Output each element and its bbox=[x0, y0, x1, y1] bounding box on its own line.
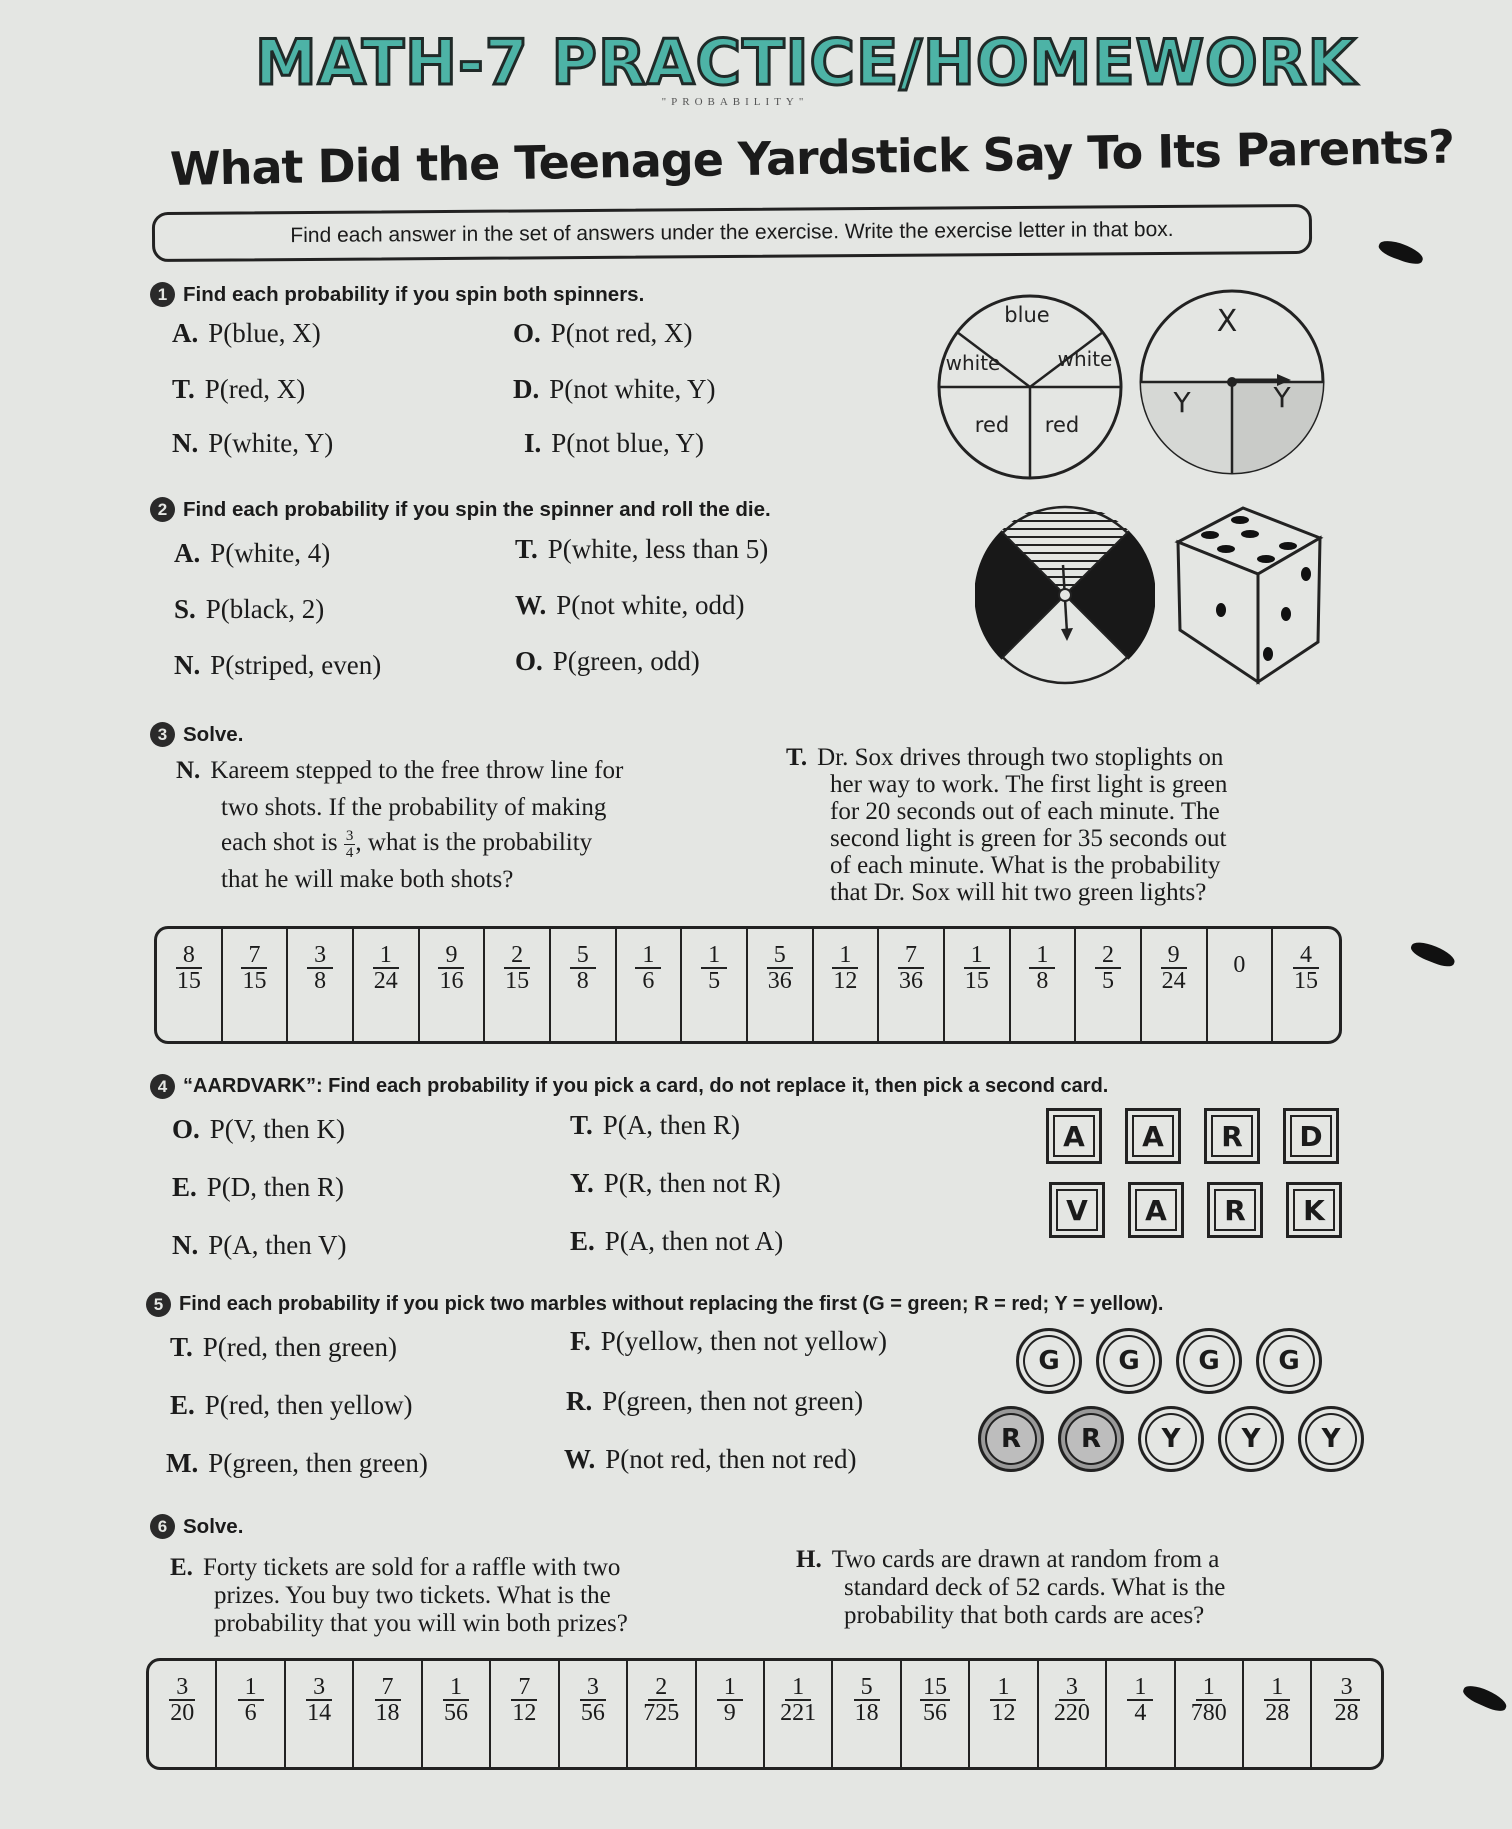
section-3-heading bbox=[150, 722, 243, 747]
answer-box[interactable] bbox=[902, 1661, 970, 1767]
exercise-4T: T. P(A, then R) bbox=[570, 1110, 741, 1140]
fraction-numerator: 7 bbox=[898, 943, 924, 969]
fraction-denominator: 15 bbox=[1293, 968, 1318, 994]
answer-box[interactable] bbox=[1273, 929, 1339, 1041]
fraction-numerator: 1 bbox=[635, 943, 661, 969]
spinner-striped-black bbox=[975, 505, 1155, 685]
fraction-denominator: 56 bbox=[443, 1700, 468, 1726]
answer-box[interactable] bbox=[560, 1661, 628, 1767]
section-number: 5 bbox=[146, 1292, 171, 1317]
answer-box[interactable] bbox=[748, 929, 814, 1041]
problem-6H: H. Two cards are drawn at random from a standard deck of 52 cards. What is the probability that both cards are aces? bbox=[796, 1546, 1226, 1629]
spinner-label-red-right: red bbox=[1044, 413, 1080, 437]
fraction-denominator: 5 bbox=[1102, 968, 1115, 994]
fraction-denominator: 8 bbox=[576, 968, 589, 994]
letter-card: A bbox=[1128, 1182, 1184, 1238]
exercise-4E: E. P(D, then R) bbox=[172, 1172, 345, 1202]
fraction-numerator: 3 bbox=[169, 1675, 195, 1701]
fraction-denominator: 56 bbox=[923, 1700, 948, 1726]
fraction-denominator: 6 bbox=[642, 968, 655, 994]
answer-box[interactable] bbox=[1076, 929, 1142, 1041]
fraction-denominator: 15 bbox=[505, 968, 530, 994]
binder-mark bbox=[1409, 938, 1458, 970]
fraction-numerator: 1 bbox=[701, 943, 727, 969]
answer-box[interactable] bbox=[491, 1661, 559, 1767]
instructions-box bbox=[152, 204, 1312, 262]
exercise-5T: T. P(red, then green) bbox=[170, 1332, 397, 1362]
fraction-numerator: 1 bbox=[373, 943, 399, 969]
section-number: 4 bbox=[150, 1074, 175, 1099]
fraction-denominator: 9 bbox=[723, 1700, 736, 1726]
answer-box[interactable] bbox=[1107, 1661, 1175, 1767]
fraction-numerator: 2 bbox=[504, 943, 530, 969]
exercise-5W: W. P(not red, then not red) bbox=[564, 1444, 857, 1474]
worksheet-banner: MATH-7 PRACTICE/HOMEWORK bbox=[255, 26, 1357, 99]
fraction-numerator: 1 bbox=[717, 1675, 743, 1701]
fraction-numerator: 5 bbox=[767, 943, 793, 969]
letter-card: R bbox=[1204, 1108, 1260, 1164]
exercise-2T: T. P(white, less than 5) bbox=[515, 534, 769, 564]
answer-box[interactable] bbox=[1176, 1661, 1244, 1767]
spinner-label-blue: blue bbox=[1004, 303, 1050, 327]
fraction-denominator: 15 bbox=[242, 968, 267, 994]
letter-card: K bbox=[1286, 1182, 1342, 1238]
section-number: 6 bbox=[150, 1514, 175, 1539]
fraction-denominator: 6 bbox=[244, 1700, 257, 1726]
answer-strip-section-6 bbox=[146, 1658, 1384, 1770]
fraction-numerator: 1 bbox=[1029, 943, 1055, 969]
topic-label: "PROBABILITY" bbox=[661, 96, 809, 108]
exercise-2W: W. P(not white, odd) bbox=[515, 590, 745, 620]
section-heading-text: Find each probability if you spin both spinners. bbox=[183, 282, 645, 306]
letter-card: D bbox=[1283, 1108, 1339, 1164]
spinner-label-y-left: Y bbox=[1173, 386, 1191, 419]
answer-box[interactable] bbox=[485, 929, 551, 1041]
answer-box[interactable] bbox=[945, 929, 1011, 1041]
fraction-denominator: 18 bbox=[854, 1700, 879, 1726]
exercise-5M: M. P(green, then green) bbox=[166, 1448, 428, 1478]
marble: Y bbox=[1138, 1406, 1204, 1472]
section-6-heading bbox=[150, 1514, 243, 1539]
spinner-colors bbox=[935, 292, 1125, 482]
marbles-row-1 bbox=[1016, 1328, 1322, 1394]
answer-box[interactable] bbox=[286, 1661, 354, 1767]
answer-box[interactable] bbox=[354, 929, 420, 1041]
fraction-denominator: 56 bbox=[580, 1700, 605, 1726]
letter-cards-row-1 bbox=[1046, 1108, 1339, 1164]
fraction-numerator: 9 bbox=[1161, 943, 1187, 969]
fraction-numerator: 1 bbox=[785, 1675, 811, 1701]
fraction-denominator: 221 bbox=[780, 1700, 817, 1726]
answer-box[interactable] bbox=[1039, 1661, 1107, 1767]
marble: R bbox=[978, 1406, 1044, 1472]
answer-box[interactable] bbox=[149, 1661, 217, 1767]
fraction-numerator: 5 bbox=[854, 1675, 880, 1701]
exercise-1I: I. P(not blue, Y) bbox=[524, 428, 704, 458]
answer-box[interactable] bbox=[423, 1661, 491, 1767]
exercise-2A: A. P(white, 4) bbox=[174, 538, 331, 568]
spinner-label-y-right: Y bbox=[1273, 381, 1291, 414]
exercise-2S: S. P(black, 2) bbox=[174, 594, 325, 624]
fraction-numerator: 1 bbox=[964, 943, 990, 969]
exercise-4O: O. P(V, then K) bbox=[172, 1114, 346, 1144]
fraction-numerator: 15 bbox=[920, 1675, 950, 1701]
answer-box[interactable] bbox=[697, 1661, 765, 1767]
fraction-numerator: 1 bbox=[1196, 1675, 1222, 1701]
marbles-row-2 bbox=[978, 1406, 1364, 1472]
letter-card: A bbox=[1125, 1108, 1181, 1164]
marble: G bbox=[1096, 1328, 1162, 1394]
fraction-denominator: 12 bbox=[991, 1700, 1016, 1726]
binder-mark bbox=[1461, 1681, 1510, 1714]
fraction-denominator: 36 bbox=[767, 968, 792, 994]
fraction-denominator: 8 bbox=[1036, 968, 1049, 994]
section-5-heading bbox=[146, 1292, 1163, 1317]
fraction-numerator: 5 bbox=[570, 943, 596, 969]
section-heading-text: Solve. bbox=[183, 722, 244, 746]
letter-card: A bbox=[1046, 1108, 1102, 1164]
exercise-5R: R. P(green, then not green) bbox=[566, 1386, 864, 1416]
fraction-denominator: 15 bbox=[176, 968, 201, 994]
fraction-numerator: 8 bbox=[176, 943, 202, 969]
fraction-numerator: 1 bbox=[832, 943, 858, 969]
answer-box[interactable] bbox=[420, 929, 486, 1041]
section-heading-text: Find each probability if you pick two marbles without replacing the first (G = green; R = red; Y = yellow). bbox=[179, 1293, 1164, 1315]
fraction-numerator: 3 bbox=[306, 1675, 332, 1701]
answer-box[interactable] bbox=[1312, 1661, 1380, 1767]
marble: R bbox=[1058, 1406, 1124, 1472]
spinner-label-white-left: white bbox=[945, 351, 1001, 375]
fraction-denominator: 4 bbox=[1134, 1700, 1147, 1726]
answer-box[interactable] bbox=[288, 929, 354, 1041]
exercise-1T: T. P(red, X) bbox=[172, 374, 306, 404]
answer-box[interactable] bbox=[682, 929, 748, 1041]
fraction-denominator: 14 bbox=[307, 1700, 332, 1726]
spinner-xy bbox=[1137, 287, 1327, 477]
section-heading-text: Find each probability if you spin the spinner and roll the die. bbox=[183, 497, 771, 521]
answer-box[interactable] bbox=[628, 1661, 696, 1767]
fraction-numerator: 3 bbox=[580, 1675, 606, 1701]
fraction-denominator: 725 bbox=[643, 1700, 680, 1726]
letter-cards-row-2 bbox=[1049, 1182, 1342, 1238]
answer-box[interactable] bbox=[617, 929, 683, 1041]
section-4-heading bbox=[150, 1074, 1108, 1099]
answer-box[interactable] bbox=[1208, 929, 1274, 1041]
fraction-numerator: 1 bbox=[238, 1675, 264, 1701]
answer-box[interactable] bbox=[814, 929, 880, 1041]
marble: G bbox=[1176, 1328, 1242, 1394]
fraction-numerator: 1 bbox=[1264, 1675, 1290, 1701]
fraction-numerator: 3 bbox=[307, 943, 333, 969]
answer-box[interactable] bbox=[765, 1661, 833, 1767]
answer-box[interactable] bbox=[1011, 929, 1077, 1041]
fraction-numerator: 7 bbox=[241, 943, 267, 969]
fraction: $\frac{3}{4}$ bbox=[345, 828, 354, 861]
marble: G bbox=[1256, 1328, 1322, 1394]
spinner-label-red-left: red bbox=[974, 413, 1010, 437]
fraction-numerator: 7 bbox=[375, 1675, 401, 1701]
fraction-numerator: 1 bbox=[1127, 1675, 1153, 1701]
fraction-numerator: 2 bbox=[1095, 943, 1121, 969]
riddle-title: What Did the Teenage Yardstick Say To Its Parents? bbox=[169, 119, 1455, 196]
letter-card: R bbox=[1207, 1182, 1263, 1238]
section-1-heading bbox=[150, 282, 644, 307]
section-2-heading bbox=[150, 497, 771, 522]
fraction-numerator: 1 bbox=[990, 1675, 1016, 1701]
fraction-numerator: 7 bbox=[511, 1675, 537, 1701]
exercise-5E: E. P(red, then yellow) bbox=[170, 1390, 413, 1420]
fraction-denominator: 28 bbox=[1334, 1700, 1359, 1726]
exercise-4Y: Y. P(R, then not R) bbox=[570, 1168, 781, 1198]
fraction-denominator: 15 bbox=[964, 968, 989, 994]
fraction-denominator: 16 bbox=[439, 968, 464, 994]
binder-mark bbox=[1377, 237, 1426, 268]
exercise-1O: O. P(not red, X) bbox=[513, 318, 693, 348]
exercise-2O: O. P(green, odd) bbox=[515, 646, 700, 676]
section-number: 2 bbox=[150, 497, 175, 522]
fraction-denominator: 12 bbox=[512, 1700, 537, 1726]
answer-strip-section-3 bbox=[154, 926, 1342, 1044]
fraction-numerator: 3 bbox=[1059, 1675, 1085, 1701]
fraction-denominator: 18 bbox=[375, 1700, 400, 1726]
answer-box[interactable] bbox=[354, 1661, 422, 1767]
problem-3T: T. Dr. Sox drives through two stoplights on her way to work. The first light is green for 20 seconds out of each minute. The second light is green for 35 seconds out of each minute. What is the probability that Dr. Sox will hit two green lights? bbox=[786, 744, 1228, 906]
fraction-numerator: 3 bbox=[1334, 1675, 1360, 1701]
fraction-numerator: 1 bbox=[443, 1675, 469, 1701]
answer-box[interactable] bbox=[551, 929, 617, 1041]
letter-card: V bbox=[1049, 1182, 1105, 1238]
exercise-4E2: E. P(A, then not A) bbox=[570, 1226, 784, 1256]
section-number: 3 bbox=[150, 722, 175, 747]
answer-box[interactable] bbox=[833, 1661, 901, 1767]
answer-value: 0 bbox=[1233, 952, 1246, 978]
spinner-label-x: X bbox=[1216, 304, 1238, 339]
fraction-denominator: 5 bbox=[708, 968, 721, 994]
answer-box[interactable] bbox=[157, 929, 223, 1041]
problem-3N: N. Kareem stepped to the free throw line for two shots. If the probability of making each shot is $\frac{3}{4}$ , what is the probability that he will make both shots? bbox=[176, 757, 624, 893]
spinner-label-white-right: white bbox=[1057, 347, 1113, 371]
fraction-denominator: 8 bbox=[314, 968, 327, 994]
exercise-1N: N. P(white, Y) bbox=[172, 428, 334, 458]
fraction-numerator: 2 bbox=[648, 1675, 674, 1701]
fraction-denominator: 36 bbox=[899, 968, 924, 994]
answer-box[interactable] bbox=[217, 1661, 285, 1767]
die-icon bbox=[1168, 502, 1328, 687]
section-number: 1 bbox=[150, 282, 175, 307]
exercise-1D: D. P(not white, Y) bbox=[513, 374, 716, 404]
fraction-denominator: 12 bbox=[833, 968, 858, 994]
marble: Y bbox=[1298, 1406, 1364, 1472]
exercise-2N: N. P(striped, even) bbox=[174, 650, 382, 680]
section-heading-text: “AARDVARK”: Find each probability if you pick a card, do not replace it, then pick a second card. bbox=[183, 1075, 1109, 1097]
answer-box[interactable] bbox=[970, 1661, 1038, 1767]
fraction-denominator: 24 bbox=[1161, 968, 1186, 994]
fraction-numerator: 4 bbox=[1293, 943, 1319, 969]
exercise-5F: F. P(yellow, then not yellow) bbox=[570, 1326, 887, 1356]
fraction-denominator: 20 bbox=[170, 1700, 195, 1726]
exercise-1A: A. P(blue, X) bbox=[172, 318, 321, 348]
instructions-text: Find each answer in the set of answers under the exercise. Write the exercise letter in that box. bbox=[290, 217, 1174, 248]
answer-box[interactable] bbox=[1244, 1661, 1312, 1767]
marble: Y bbox=[1218, 1406, 1284, 1472]
fraction-denominator: 24 bbox=[373, 968, 398, 994]
fraction-denominator: 28 bbox=[1265, 1700, 1290, 1726]
fraction-denominator: 780 bbox=[1190, 1700, 1227, 1726]
answer-box[interactable] bbox=[1142, 929, 1208, 1041]
section-heading-text: Solve. bbox=[183, 1514, 244, 1538]
problem-6E: E. Forty tickets are sold for a raffle with two prizes. You buy two tickets. What is the probability that you will win both prizes? bbox=[170, 1554, 628, 1637]
exercise-4N: N. P(A, then V) bbox=[172, 1230, 347, 1260]
answer-box[interactable] bbox=[879, 929, 945, 1041]
answer-box[interactable] bbox=[223, 929, 289, 1041]
fraction-denominator: 220 bbox=[1053, 1700, 1090, 1726]
fraction-numerator: 9 bbox=[438, 943, 464, 969]
marble: G bbox=[1016, 1328, 1082, 1394]
